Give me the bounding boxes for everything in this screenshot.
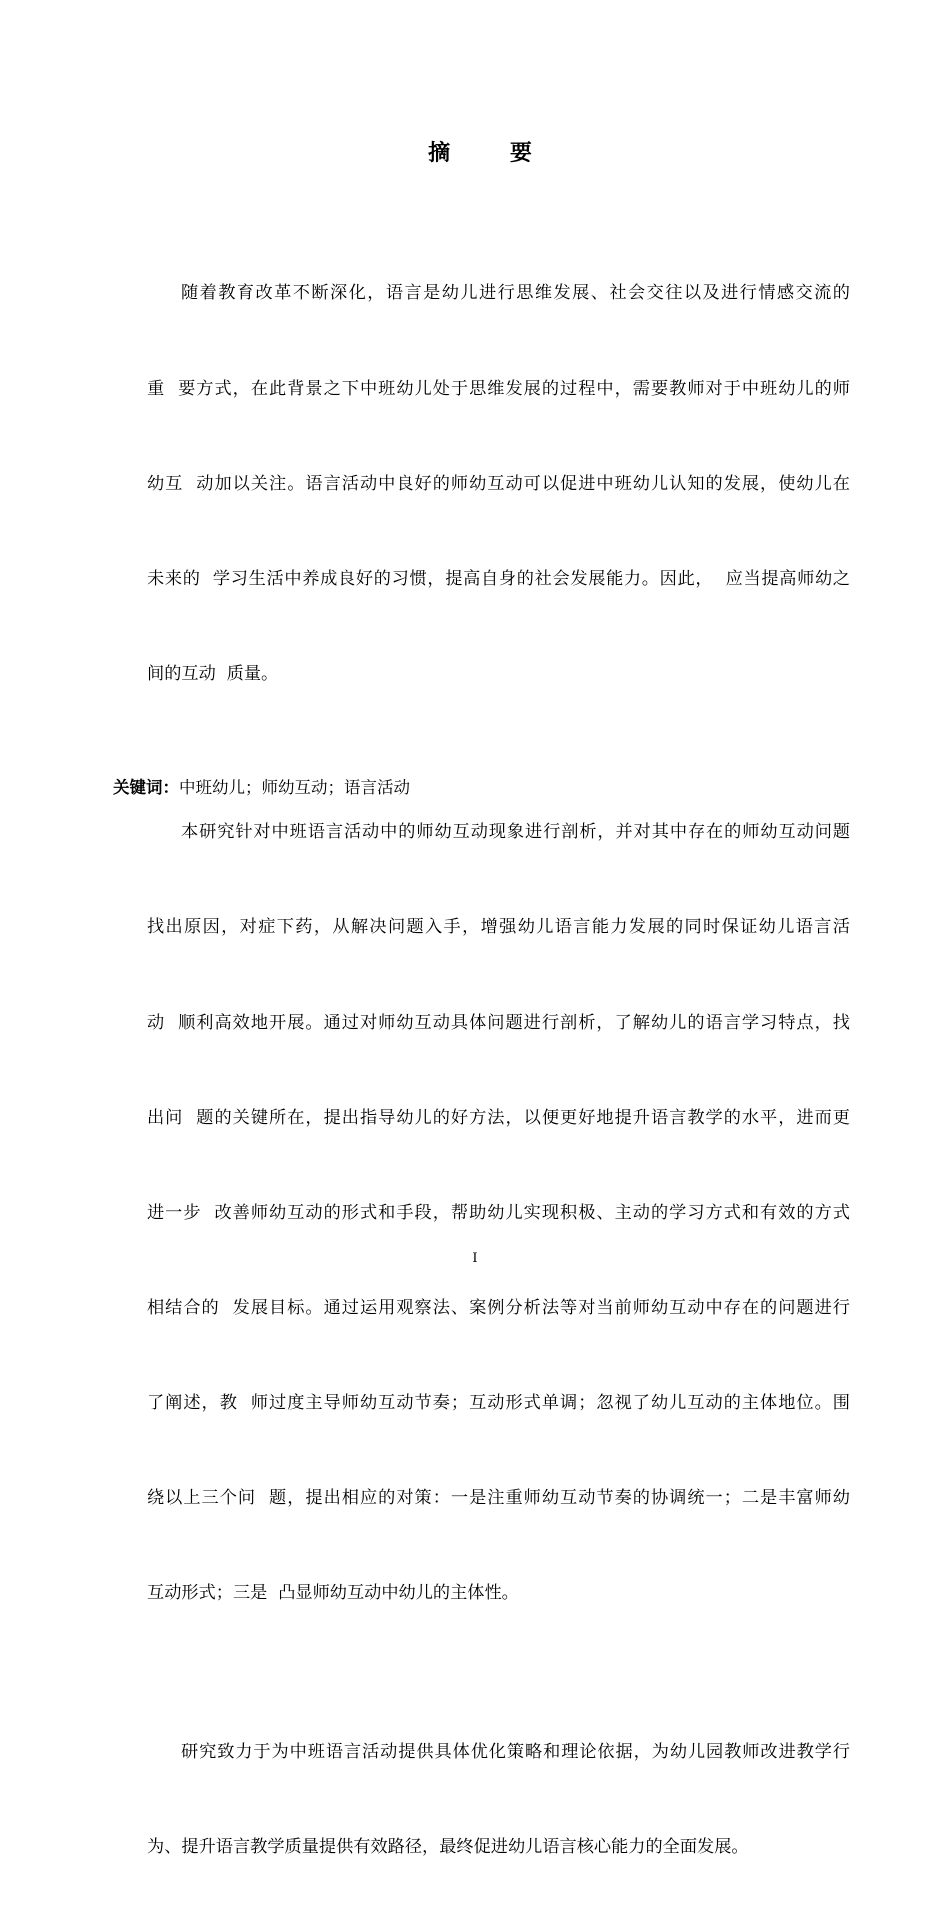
abstract-paragraph-1	[113, 215, 850, 754]
keywords-value: 中班幼儿；师幼互动；语言活动	[179, 778, 410, 797]
keywords-label: 关键词：	[113, 778, 179, 797]
page-number: I	[472, 1251, 478, 1266]
text-line: 进一步 改善师幼互动的形式和手段，帮助幼儿实现积极、主动的学习方式和有效的方式	[147, 1202, 850, 1223]
keywords-line	[113, 776, 410, 800]
text-line: 互动形式；三是 凸显师幼互动中幼儿的主体性。	[147, 1583, 519, 1604]
abstract-body	[113, 215, 850, 1927]
text-line: 动 顺利高效地开展。通过对师幼互动具体问题进行剖析，了解幼儿的语言学习特点，找	[147, 1012, 850, 1033]
text-line: 相结合的 发展目标。通过运用观察法、案例分析法等对当前师幼互动中存在的问题进行	[147, 1297, 850, 1318]
text-line: 了阐述，教 师过度主导师幼互动节奏；互动形式单调；忽视了幼儿互动的主体地位。围	[147, 1393, 850, 1414]
abstract-paragraph-3	[113, 1673, 850, 1927]
text-line: 为、提升语言教学质量提供有效路径，最终促进幼儿语言核心能力的全面发展。	[147, 1836, 749, 1857]
text-line: 间的互动 质量。	[147, 663, 279, 684]
text-line: 重 要方式，在此背景之下中班幼儿处于思维发展的过程中，需要教师对于中班幼儿的师	[147, 378, 850, 399]
text-line: 出问 题的关键所在，提出指导幼儿的好方法，以便更好地提升语言教学的水平，进而更	[147, 1107, 850, 1128]
text-line: 幼互 动加以关注。语言活动中良好的师幼互动可以促进中班幼儿认知的发展，使幼儿在	[147, 473, 850, 494]
abstract-title: 摘 要	[428, 140, 558, 166]
text-line: 随着教育改革不断深化，语言是幼儿进行思维发展、社会交往以及进行情感交流的	[181, 283, 850, 304]
text-line: 研究致力于为中班语言活动提供具体优化策略和理论依据，为幼儿园教师改进教学行	[181, 1741, 850, 1762]
text-line: 绕以上三个问 题，提出相应的对策：一是注重师幼互动节奏的协调统一；二是丰富师幼	[147, 1488, 850, 1509]
text-line: 找出原因，对症下药，从解决问题入手，增强幼儿语言能力发展的同时保证幼儿语言活	[147, 917, 850, 938]
text-line: 本研究针对中班语言活动中的师幼互动现象进行剖析，并对其中存在的师幼互动问题	[181, 822, 850, 843]
abstract-paragraph-2	[113, 754, 850, 1673]
text-line: 未来的 学习生活中养成良好的习惯，提高自身的社会发展能力。因此， 应当提高师幼之	[147, 568, 850, 589]
